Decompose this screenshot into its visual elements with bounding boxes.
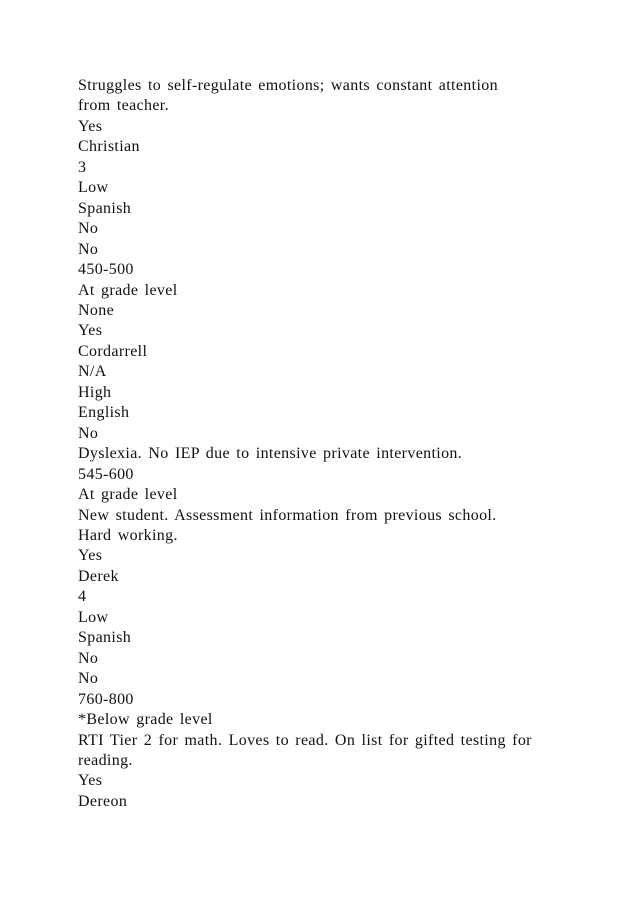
text-line: Yes <box>78 772 103 790</box>
text-line: Yes <box>78 117 103 135</box>
text-line: English <box>78 404 130 422</box>
text-line: No <box>78 240 99 258</box>
text-line: High <box>78 383 112 401</box>
text-line: No <box>78 649 99 667</box>
text-line: None <box>78 301 115 319</box>
text-line: No <box>78 424 99 442</box>
text-line: No <box>78 220 99 238</box>
text-line: Dyslexia. No IEP due to intensive private intervention. <box>78 445 463 463</box>
text-line: from teacher. <box>78 97 169 115</box>
text-line: Derek <box>78 567 119 585</box>
text-line: Low <box>78 179 109 197</box>
text-line: *Below grade level <box>78 711 213 729</box>
text-line: Yes <box>78 547 103 565</box>
text-line: Yes <box>78 322 103 340</box>
text-line: N/A <box>78 363 107 381</box>
text-line: reading. <box>78 751 133 769</box>
text-line: Spanish <box>78 199 132 217</box>
text-line: At grade level <box>78 281 178 299</box>
text-line: New student. Assessment information from previous school. <box>78 506 497 524</box>
text-line: Struggles to self-regulate emotions; wants constant attention <box>78 77 498 94</box>
text-line: 3 <box>78 158 87 176</box>
text-line: At grade level <box>78 486 178 504</box>
text-line: Low <box>78 608 109 626</box>
text-line: Hard working. <box>78 526 178 544</box>
text-line: 4 <box>78 588 87 606</box>
text-line: RTI Tier 2 for math. Loves to read. On list for gifted testing for <box>78 731 532 749</box>
text-line: No <box>78 670 99 688</box>
text-line: Christian <box>78 138 140 156</box>
text-line: Dereon <box>78 792 128 810</box>
text-line: Cordarrell <box>78 342 148 360</box>
text-line: 450-500 <box>78 261 134 279</box>
document-page <box>78 76 568 812</box>
text-line: 760-800 <box>78 690 134 708</box>
text-line: Spanish <box>78 629 132 647</box>
text-line: 545-600 <box>78 465 134 483</box>
